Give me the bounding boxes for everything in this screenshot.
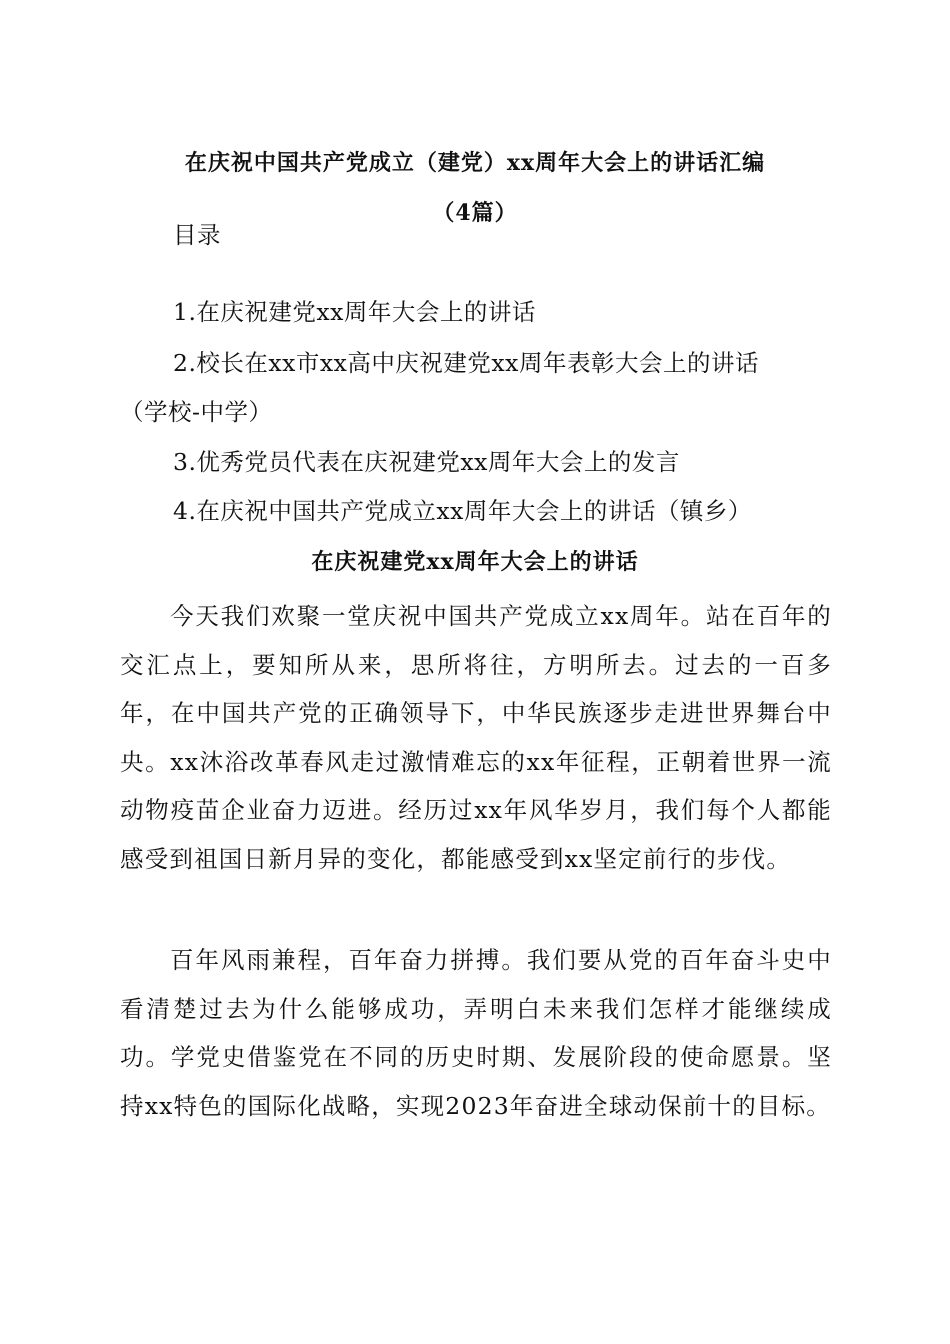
toc-item-2-continuation: （学校-中学） bbox=[120, 398, 273, 426]
toc-item-1: 1.在庆祝建党xx周年大会上的讲话 bbox=[173, 298, 536, 326]
toc-heading: 目录 bbox=[173, 221, 221, 249]
document-title-line1: 在庆祝中国共产党成立（建党）xx周年大会上的讲话汇编 bbox=[184, 150, 766, 176]
section-title: 在庆祝建党xx周年大会上的讲话 bbox=[311, 549, 639, 575]
toc-item-3: 3.优秀党员代表在庆祝建党xx周年大会上的发言 bbox=[173, 448, 680, 476]
toc-item-2: 2.校长在xx市xx高中庆祝建党xx周年表彰大会上的讲话 bbox=[173, 349, 759, 377]
body-paragraph-2: 百年风雨兼程，百年奋力拼搏。我们要从党的百年奋斗史中看清楚过去为什么能够成功，弄明白未来我们怎样才能继续成功。学党史借鉴党在不同的历史时期、发展阶段的使命愿景。坚持xx特色的国际化战略，实现2023年奋进全球动保前十的目标。 bbox=[120, 946, 832, 1120]
body-paragraph-1: 今天我们欢聚一堂庆祝中国共产党成立xx周年。站在百年的交汇点上，要知所从来，思所将往，方明所去。过去的一百多年，在中国共产党的正确领导下，中华民族逐步走进世界舞台中央。xx沐浴改革春风走过激情难忘的xx年征程，正朝着世界一流动物疫苗企业奋力迈进。经历过xx年风华岁月，我们每个人都能感受到祖国日新月异的变化，都能感受到xx坚定前行的步伐。 bbox=[120, 602, 832, 873]
toc-item-4: 4.在庆祝中国共产党成立xx周年大会上的讲话（镇乡） bbox=[173, 497, 752, 525]
document-title-line2: （4篇） bbox=[432, 200, 518, 226]
